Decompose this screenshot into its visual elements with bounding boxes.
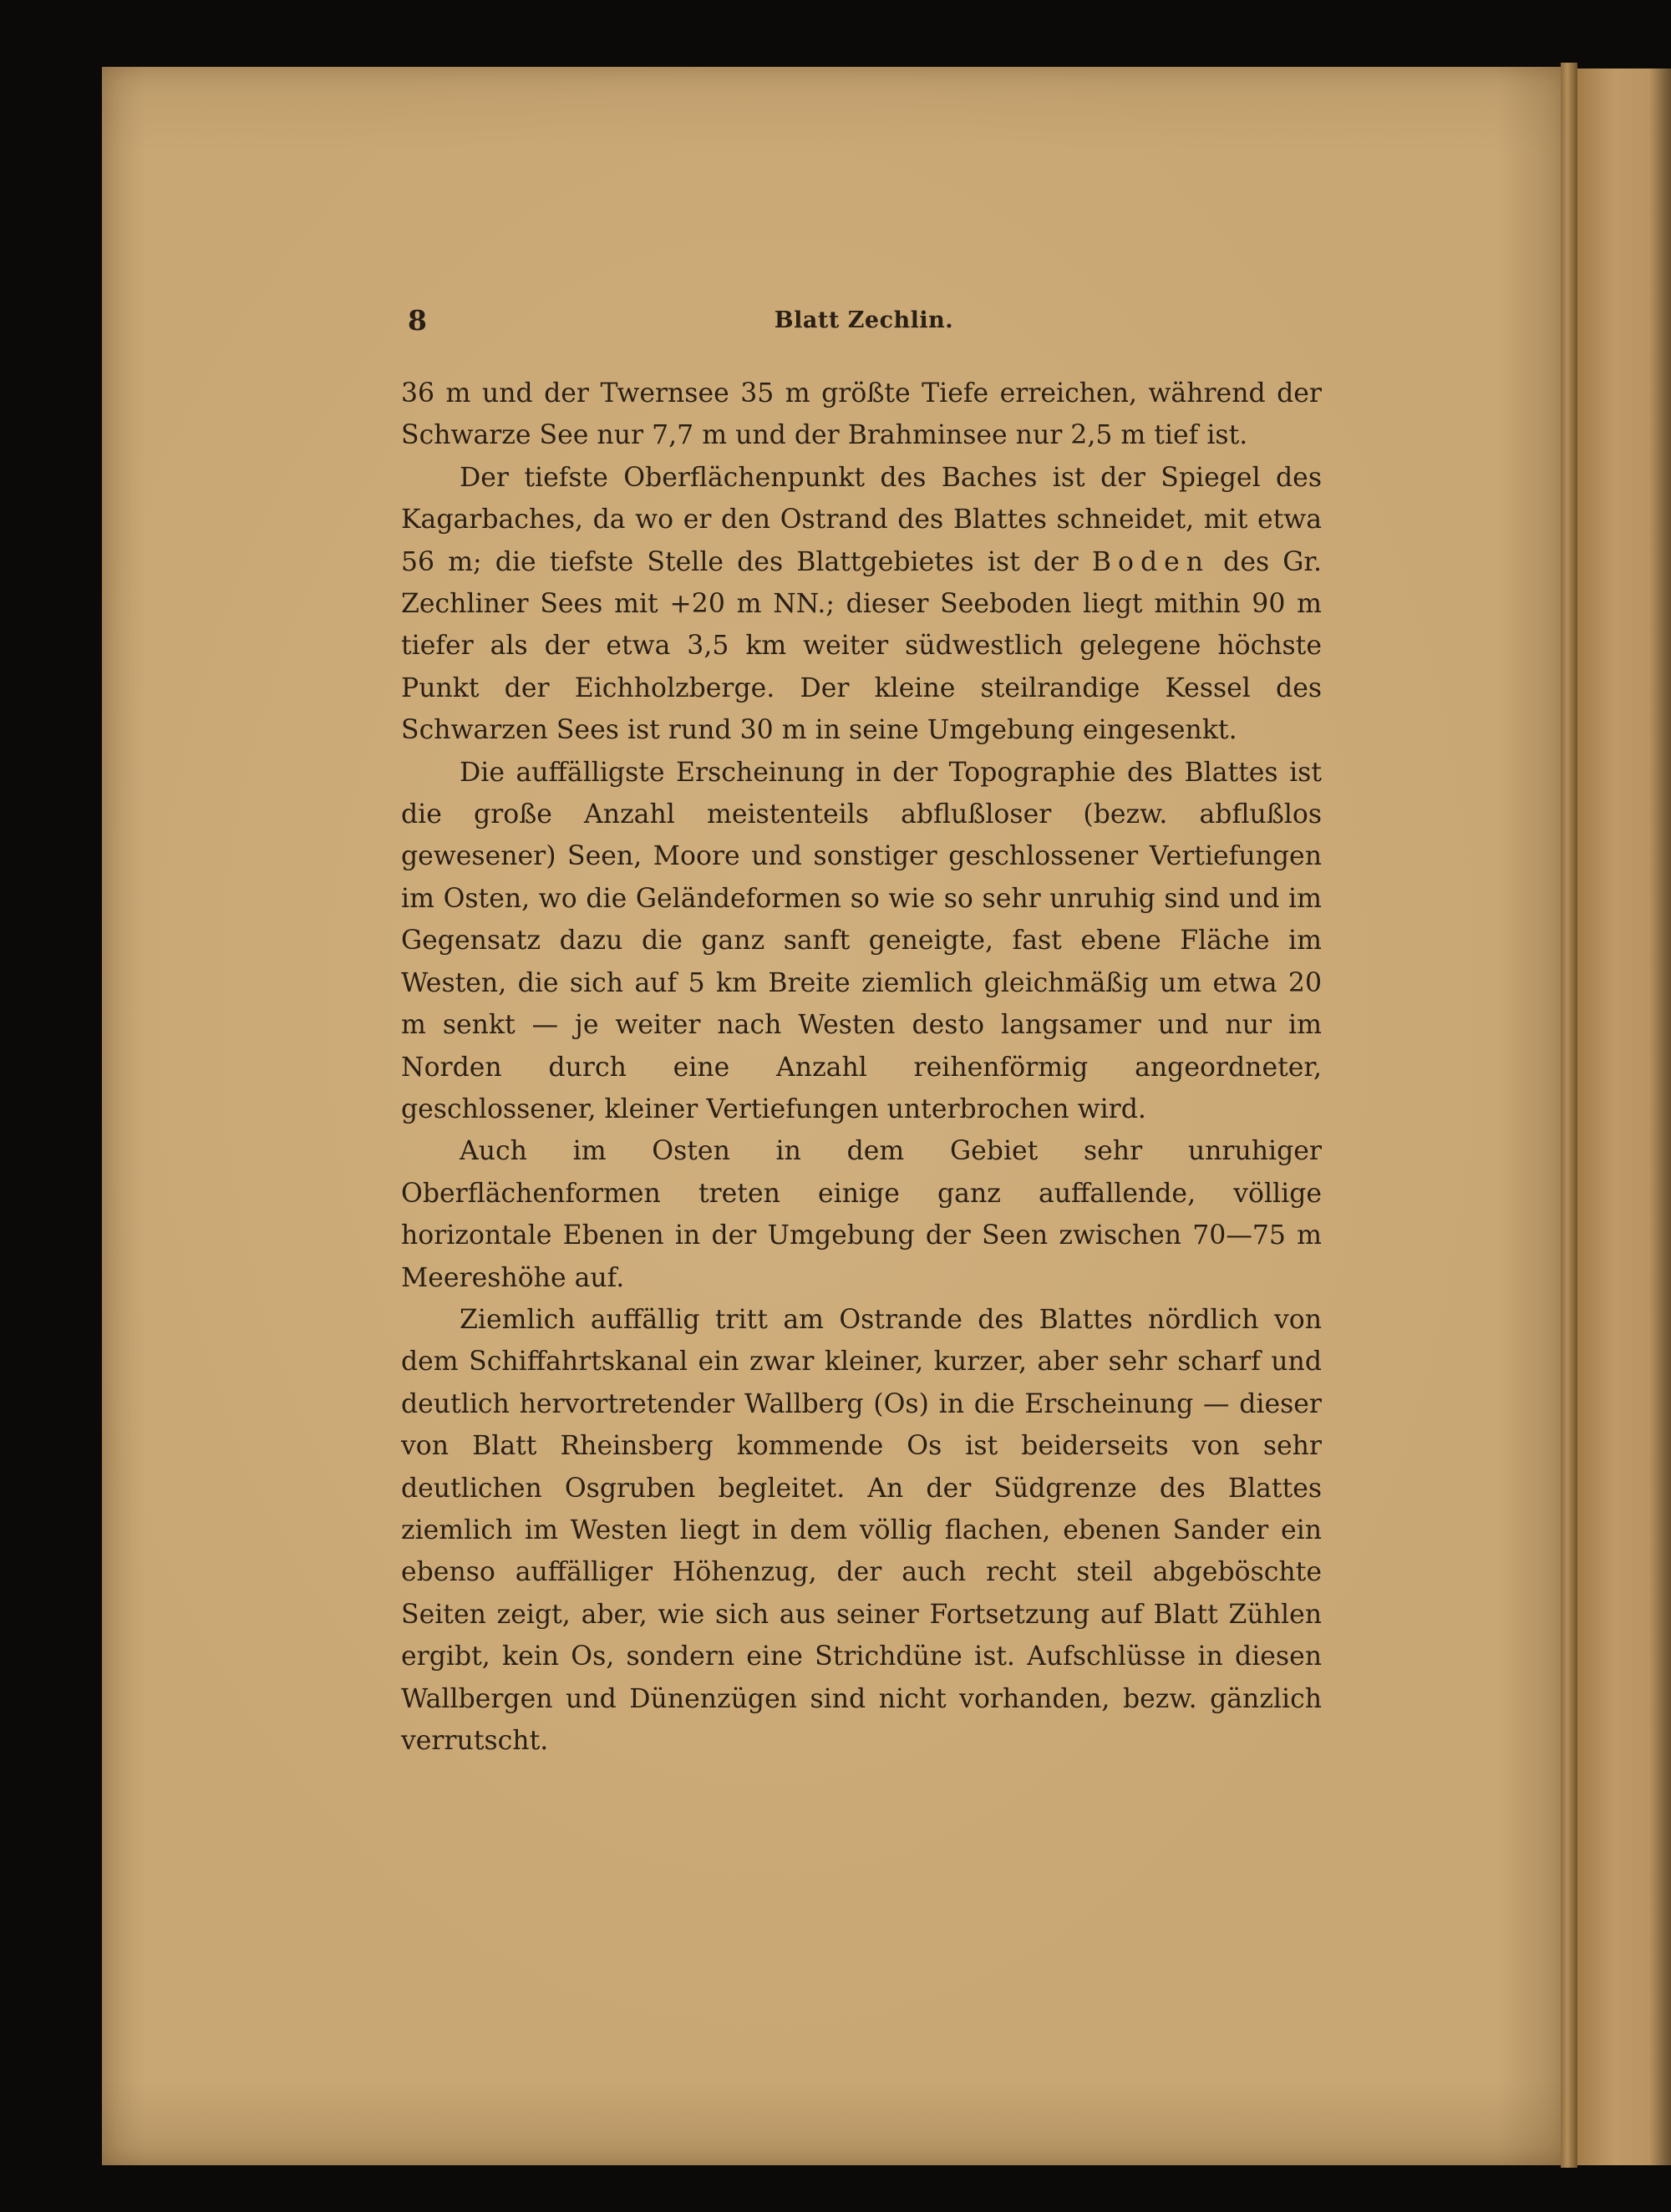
paragraph-text: des Gr. Zechliner Sees mit +20 m NN.; dieser Seeboden liegt mithin 90 m tiefer als der etwa 3,5 km weiter südwestlich gelegene höchste Punkt der Eichholzberge. Der kleine steilrandige Kessel des Schwarzen Sees ist rund 30 m in seine Umgebung eingesenkt. [401,546,1323,746]
paragraph: 36 m und der Twernsee 35 m größte Tiefe erreichen, während der Schwarze See nur 7,7 m und der Brahminsee nur 2,5 m tief ist. [401,378,1322,451]
page-header [408,304,1320,341]
spaced-emphasis: Boden [1091,546,1211,577]
running-title: Blatt Zechlin. [774,307,954,333]
paragraph: Ziemlich auffällig tritt am Ostrande des Blattes nördlich von dem Schiffahrtskanal ein zwar kleiner, kurzer, aber sehr scharf und deutlich hervortretender Wallberg (Os) in die Erscheinung — dieser von Blatt Rheinsberg kommende Os ist beiderseits von sehr deutlichen Osgruben begleitet. An der Südgrenze des Blattes ziemlich im Westen liegt in dem völlig flachen, ebenen Sander ein ebenso auffälliger Höhenzug, der auch recht steil abgeböschte Seiten zeigt, aber, wie sich aus seiner Fortsetzung auf Blatt Zühlen ergibt, kein Os, sondern eine Strichdüne ist. Aufschlüsse in diesen Wallbergen und Dünenzügen sind nicht vorhanden, bezw. gänzlich verrutscht. [401,1304,1322,1756]
page-number: 8 [408,304,427,337]
paragraph: Die auffälligste Erscheinung in der Topographie des Blattes ist die große Anzahl meistenteils abflußloser (bezw. abflußlos gewesener) Seen, Moore und sonstiger geschlossener Vertiefungen im Osten, wo die Geländeformen so wie so sehr unruhig sind und im Gegensatz dazu die ganz sanft geneigte, fast ebene Fläche im Westen, die sich auf 5 km Breite ziemlich gleichmäßig um etwa 20 m senkt — je weiter nach Westen desto langsamer und nur im Norden durch eine Anzahl reihenförmig angeordneter, geschlossener, kleiner Vertiefungen unterbrochen wird. [401,757,1322,1124]
page-edge [1561,63,1577,2168]
body-text [401,373,1322,1762]
book-gutter [1649,68,1671,2165]
paragraph [401,457,1322,752]
paragraph: Auch im Osten in dem Gebiet sehr unruhiger Oberflächenformen treten einige ganz auffallende, völlige horizontale Ebenen in der Umgebung der Seen zwischen 70—75 m Meereshöhe auf. [401,1136,1322,1293]
paragraph-text: Der tiefste Oberflächenpunkt des Baches ist der Spiegel des Kagarbaches, da wo er den Ostrand des Blattes schneidet, mit etwa 56 m; die tiefste Stelle des Blattgebietes ist der [401,462,1322,577]
